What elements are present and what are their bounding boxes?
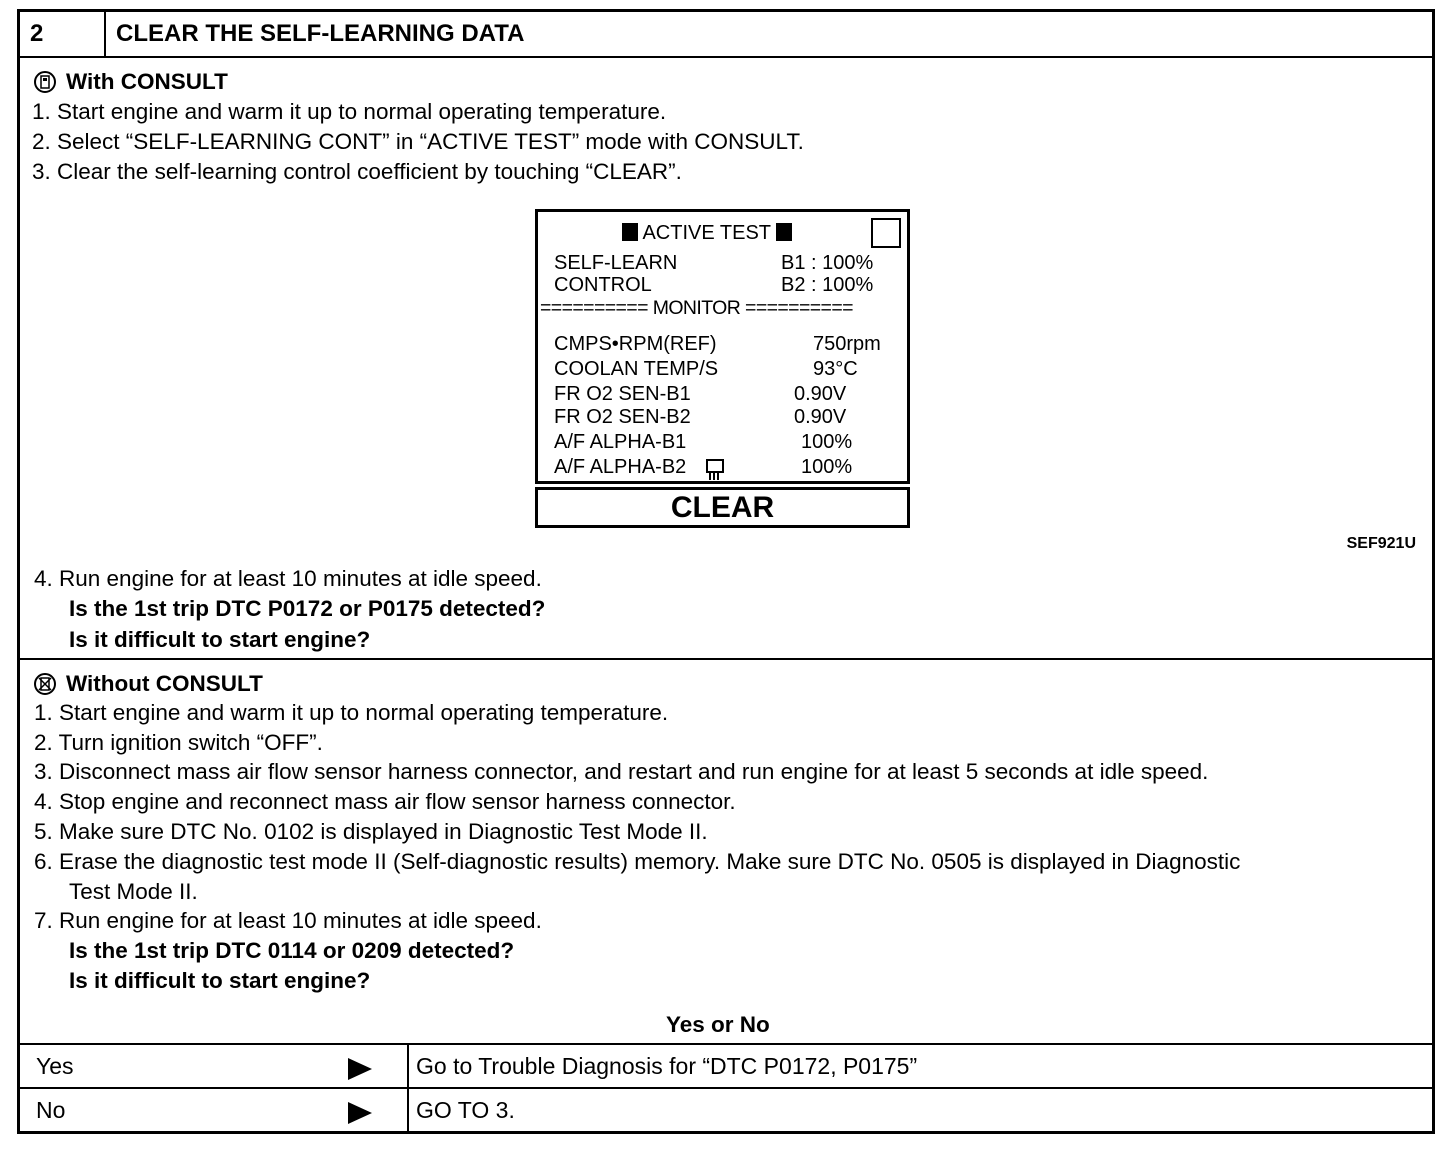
arrow-right-icon <box>348 1102 372 1124</box>
step-number: 2 <box>20 12 106 56</box>
consult-step-4: 4. Run engine for at least 10 minutes at idle speed. <box>34 566 542 591</box>
b2-value: B2 : 100% <box>781 274 874 296</box>
monitor-label-2: COOLAN TEMP/S <box>554 358 719 380</box>
column-separator <box>407 1045 409 1087</box>
without-consult-heading <box>34 669 263 699</box>
monitor-divider: ========== MONITOR ========== <box>540 297 853 319</box>
screen-marker-left <box>622 223 638 241</box>
no-consult-icon <box>34 673 56 695</box>
action-no[interactable]: GO TO 3. <box>416 1097 515 1123</box>
active-test-title-text: ACTIVE TEST <box>642 222 771 244</box>
manual-step-4: 4. Stop engine and reconnect mass air flow sensor harness connector. <box>34 789 736 814</box>
action-yes[interactable]: Go to Trouble Diagnosis for “DTC P0172, P0175” <box>416 1053 918 1079</box>
yes-or-no-label: Yes or No <box>666 1012 770 1037</box>
clear-button[interactable]: CLEAR <box>535 487 910 528</box>
figure-id: SEF921U <box>1346 535 1416 552</box>
monitor-label-5: A/F ALPHA-B1 <box>554 431 687 453</box>
manual-step-3: 3. Disconnect mass air flow sensor harness connector, and restart and run engine for at least 5 seconds at idle speed. <box>34 759 1209 784</box>
b1-value: B1 : 100% <box>781 252 874 274</box>
touch-pointer-icon <box>705 458 725 482</box>
self-learn-label: SELF-LEARN <box>554 252 678 274</box>
monitor-label-3: FR O2 SEN-B1 <box>554 383 691 405</box>
manual-step-1: 1. Start engine and warm it up to normal operating temperature. <box>34 700 669 725</box>
decision-row-no <box>20 1087 1432 1131</box>
consult-question-1: Is the 1st trip DTC P0172 or P0175 detected? <box>69 596 546 621</box>
manual-step-6: 6. Erase the diagnostic test mode II (Self-diagnostic results) memory. Make sure DTC No. 0505 is displayed in Diagnostic <box>34 849 1241 874</box>
consult-icon <box>34 71 56 93</box>
monitor-value-6: 100% <box>801 456 853 478</box>
step-title: CLEAR THE SELF-LEARNING DATA <box>116 20 525 47</box>
monitor-value-1: 750rpm <box>813 333 881 355</box>
monitor-value-5: 100% <box>801 431 853 453</box>
without-consult-heading-text: Without CONSULT <box>66 671 263 696</box>
manual-step-2: 2. Turn ignition switch “OFF”. <box>34 730 323 755</box>
section-divider <box>20 658 1432 660</box>
column-separator <box>407 1089 409 1131</box>
answer-yes: Yes <box>36 1053 74 1079</box>
monitor-label-6: A/F ALPHA-B2 <box>554 456 687 478</box>
monitor-value-3: 0.90V <box>794 383 847 405</box>
decision-row-yes <box>20 1043 1432 1087</box>
monitor-label-4: FR O2 SEN-B2 <box>554 406 691 428</box>
answer-no: No <box>36 1097 66 1123</box>
diagnostic-step-frame <box>17 9 1435 1134</box>
consult-screen-figure <box>535 209 910 484</box>
manual-step-7: 7. Run engine for at least 10 minutes at idle speed. <box>34 908 542 933</box>
with-consult-heading-text: With CONSULT <box>66 69 228 94</box>
consult-step-1: 1. Start engine and warm it up to normal operating temperature. <box>32 99 667 124</box>
step-header <box>20 12 1432 58</box>
screen-checkbox <box>871 218 901 248</box>
monitor-value-2: 93°C <box>813 358 858 380</box>
manual-question-2: Is it difficult to start engine? <box>69 968 371 993</box>
with-consult-heading <box>34 67 228 97</box>
monitor-value-4: 0.90V <box>794 406 847 428</box>
control-label: CONTROL <box>554 274 652 296</box>
consult-step-2: 2. Select “SELF-LEARNING CONT” in “ACTIVE TEST” mode with CONSULT. <box>32 129 804 154</box>
active-test-title <box>622 221 792 245</box>
manual-step-5: 5. Make sure DTC No. 0102 is displayed in Diagnostic Test Mode II. <box>34 819 708 844</box>
manual-question-1: Is the 1st trip DTC 0114 or 0209 detected? <box>69 938 515 963</box>
consult-step-3: 3. Clear the self-learning control coefficient by touching “CLEAR”. <box>32 159 682 184</box>
consult-question-2: Is it difficult to start engine? <box>69 627 371 652</box>
screen-marker-right <box>776 223 792 241</box>
monitor-label-1: CMPS•RPM(REF) <box>554 333 717 355</box>
arrow-right-icon <box>348 1058 372 1080</box>
manual-step-6-cont: Test Mode II. <box>69 879 198 904</box>
